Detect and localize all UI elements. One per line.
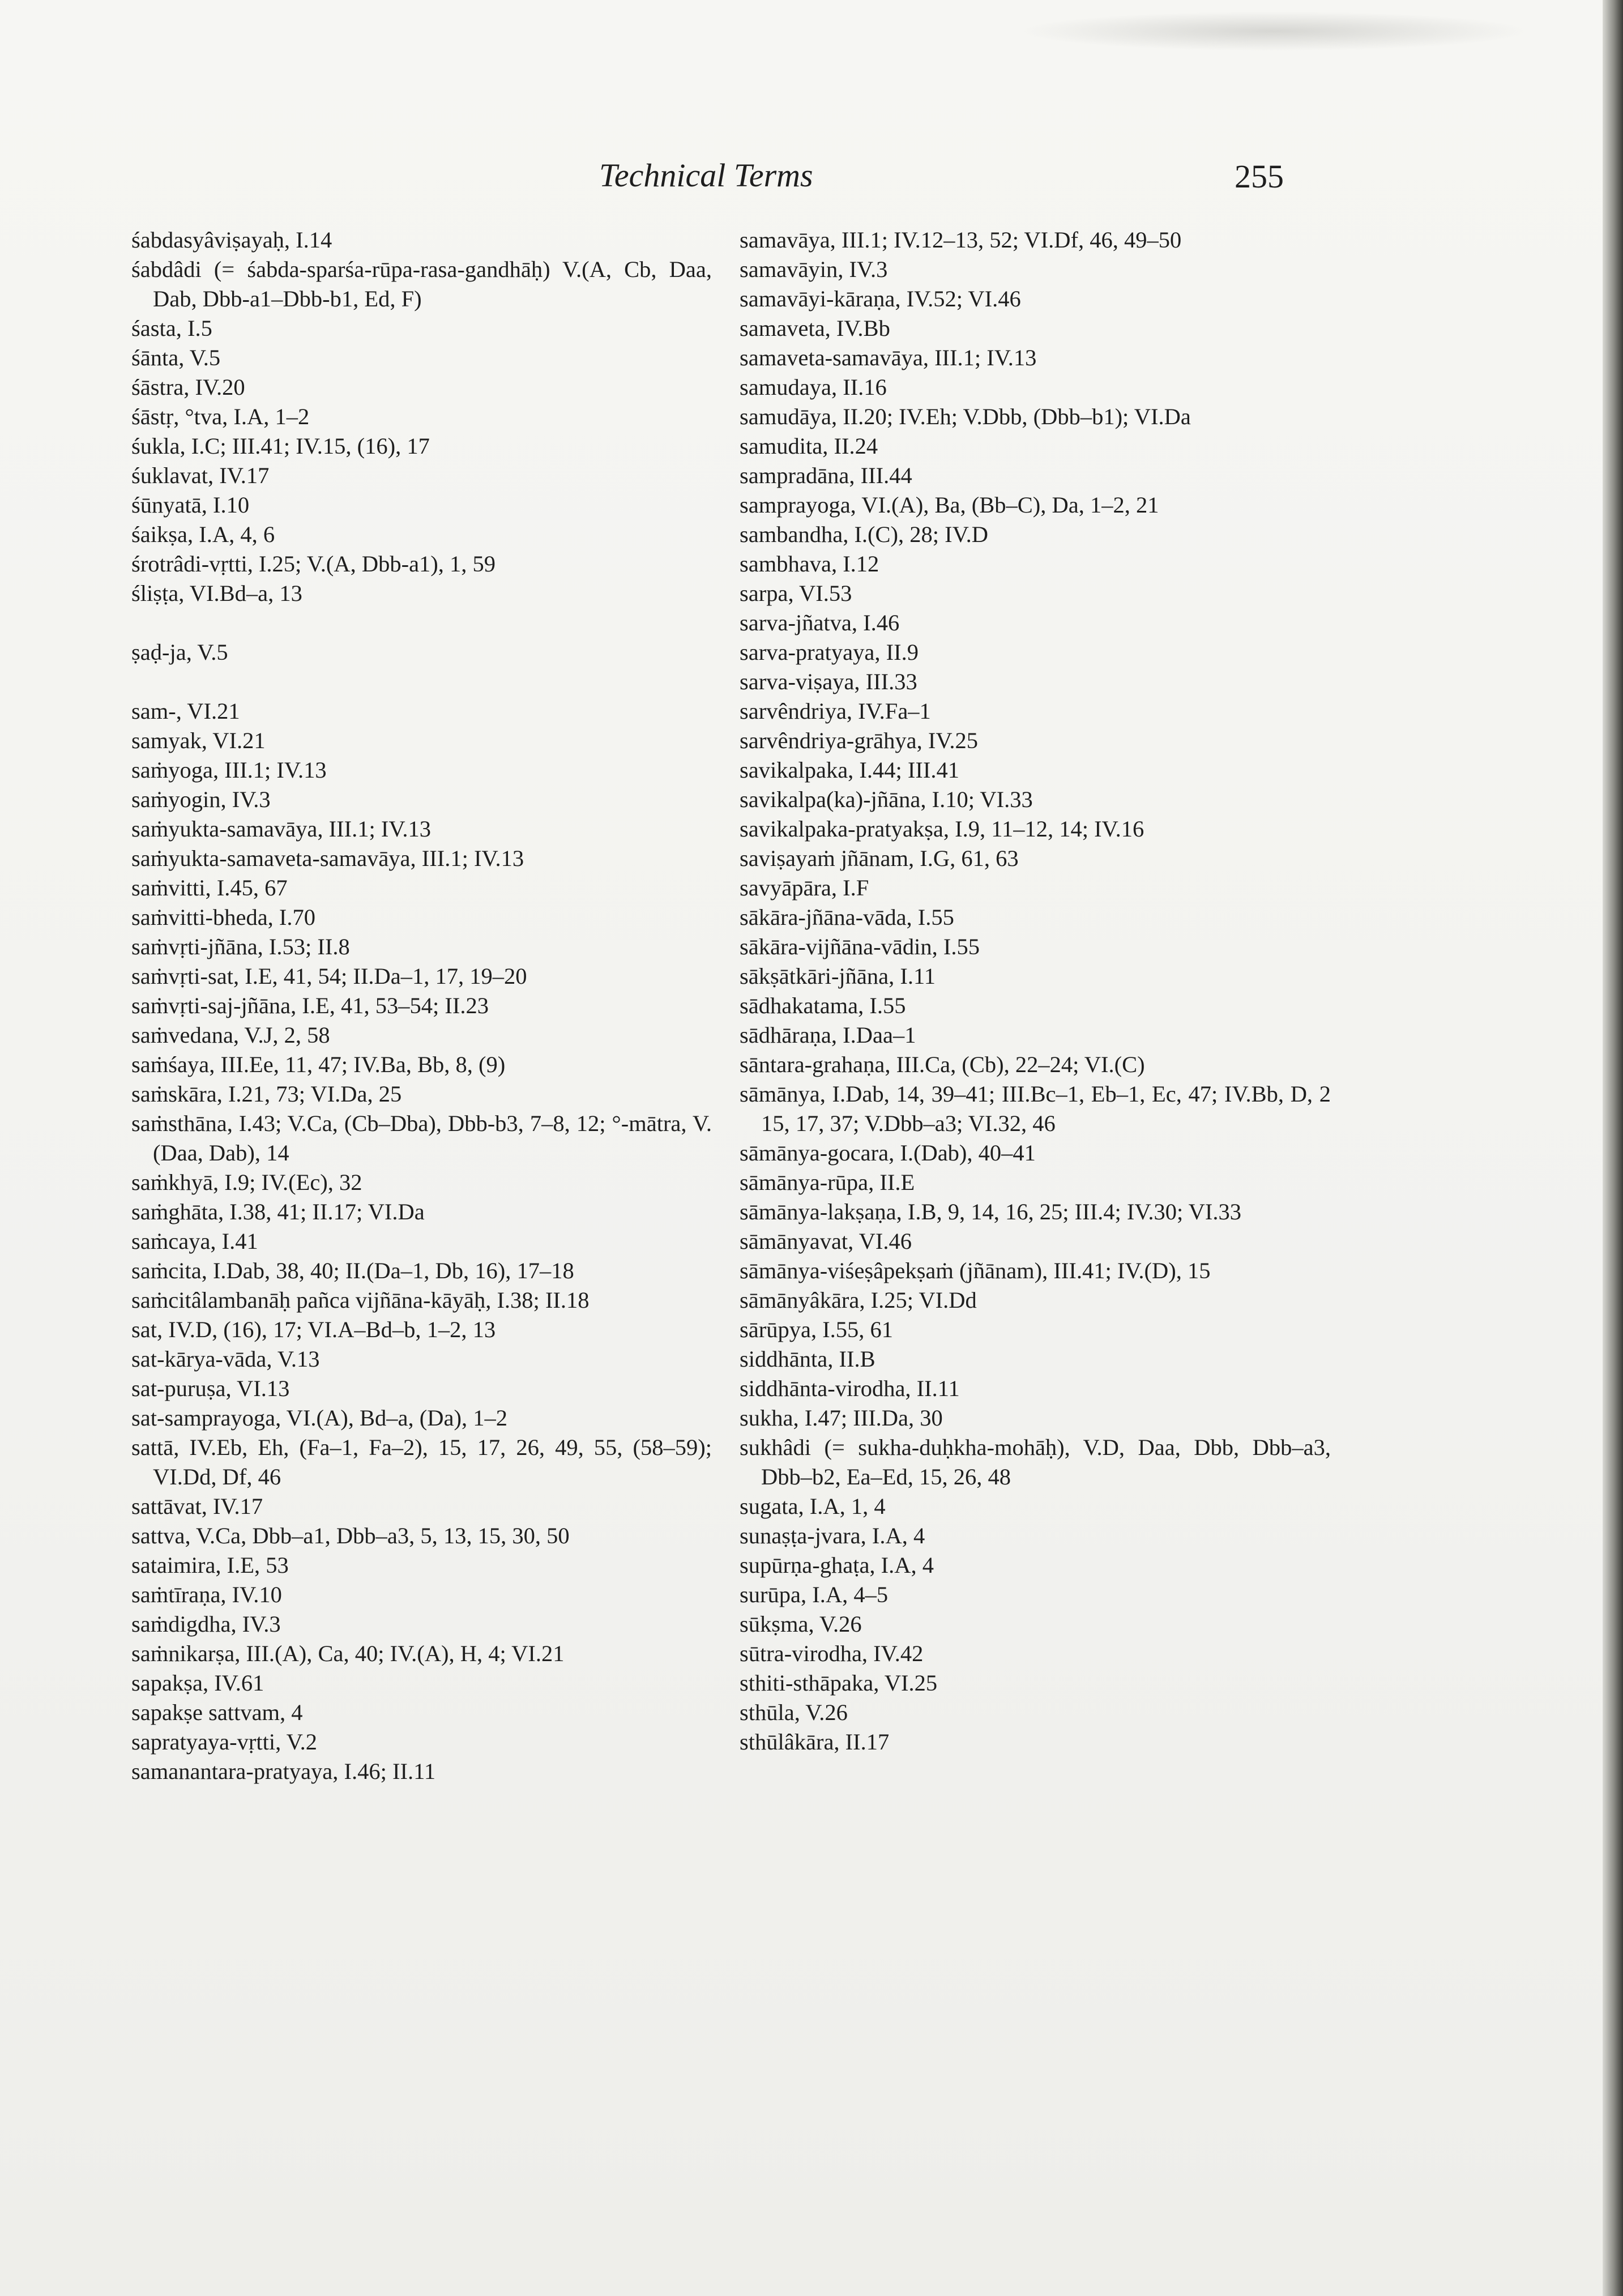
index-entry: sthūla, V.26 [740,1700,848,1725]
index-entry: sūtra-virodha, IV.42 [740,1641,924,1666]
index-entry: saṁcitâlambanāḥ pañca vijñāna-kāyāḥ, I.38; II.18 [131,1287,590,1313]
index-entry: sambandha, I.(C), 28; IV.D [740,522,989,547]
page-header [0,156,1623,202]
index-entry: śūnyatā, I.10 [131,492,250,518]
binding-edge [1603,0,1623,2296]
index-entry: sampradāna, III.44 [740,463,912,488]
index-entry: saṁyukta-samaveta-samavāya, III.1; IV.13 [131,846,524,871]
index-entry: samaveta, IV.Bb [740,315,890,341]
index-entry: saṁcaya, I.41 [131,1228,258,1254]
index-entry: surūpa, I.A, 4–5 [740,1582,889,1607]
index-entry: sākāra-vijñāna-vādin, I.55 [740,934,980,959]
index-entry: sāmānyâkāra, I.25; VI.Dd [740,1287,977,1313]
index-entry: sukha, I.47; III.Da, 30 [740,1405,943,1431]
index-entry: savyāpāra, I.F [740,875,869,901]
index-entry: śasta, I.5 [131,315,212,341]
index-entry: samudāya, II.20; IV.Eh; V.Dbb, (Dbb–b1); VI.Da [740,404,1191,429]
index-column-right [740,225,1331,1757]
index-entry: samaveta-samavāya, III.1; IV.13 [740,345,1037,370]
index-entry: śaikṣa, I.A, 4, 6 [131,522,275,547]
index-entry: sthūlâkāra, II.17 [740,1729,890,1755]
index-entry: saṁyogin, IV.3 [131,787,271,812]
index-entry: saṁsthāna, I.43; V.Ca, (Cb–Dba), Dbb-b3, 7–8, 12; °-mātra, V.(Daa, Dab), 14 [131,1111,712,1166]
index-entry: sapakṣe sattvam, 4 [131,1700,303,1725]
index-entry: saṁskāra, I.21, 73; VI.Da, 25 [131,1081,402,1107]
index-entry: savikalpa(ka)-jñāna, I.10; VI.33 [740,787,1033,812]
index-entry: ṣaḍ-ja, V.5 [131,639,228,665]
index-entry: supūrṇa-ghaṭa, I.A, 4 [740,1552,934,1578]
index-entry: śrotrâdi-vṛtti, I.25; V.(A, Dbb-a1), 1, 59 [131,551,496,577]
index-entry: śānta, V.5 [131,345,221,370]
index-entry: śukla, I.C; III.41; IV.15, (16), 17 [131,433,430,459]
index-entry: savikalpaka, I.44; III.41 [740,757,959,783]
index-entry: sāmānya-lakṣaṇa, I.B, 9, 14, 16, 25; III.4; IV.30; VI.33 [740,1199,1241,1224]
index-entry: sattā, IV.Eb, Eh, (Fa–1, Fa–2), 15, 17, 26, 49, 55, (58–59); VI.Dd, Df, 46 [131,1435,712,1490]
index-entry: sambhava, I.12 [740,551,879,577]
index-entry: sarva-pratyaya, II.9 [740,639,919,665]
blank-line [131,667,712,697]
index-entry: sat-kārya-vāda, V.13 [131,1346,320,1372]
index-entry: śabdâdi (= śabda-sparśa-rūpa-rasa-gandhāḥ) V.(A, Cb, Daa, Dab, Dbb-a1–Dbb-b1, Ed, F) [131,257,712,311]
index-entry: sādhakatama, I.55 [740,993,906,1018]
index-entry: saṁdigdha, IV.3 [131,1611,281,1637]
index-entry: saṁvṛti-jñāna, I.53; II.8 [131,934,350,959]
index-entry: sādhāraṇa, I.Daa–1 [740,1022,916,1048]
index-entry: sarvêndriya, IV.Fa–1 [740,698,931,724]
index-entry: sarva-viṣaya, III.33 [740,669,917,694]
index-entry: samavāyin, IV.3 [740,257,888,282]
index-entry: sat-samprayoga, VI.(A), Bd–a, (Da), 1–2 [131,1405,507,1431]
index-entry: sat-puruṣa, VI.13 [131,1376,290,1401]
index-entry: sāmānyavat, VI.46 [740,1228,912,1254]
index-entry: śliṣṭa, VI.Bd–a, 13 [131,581,302,606]
index-entry: saṁkhyā, I.9; IV.(Ec), 32 [131,1170,362,1195]
index-entry: saṁvṛti-sat, I.E, 41, 54; II.Da–1, 17, 19–20 [131,963,527,989]
index-entry: saṁvitti-bheda, I.70 [131,904,316,930]
index-entry: sākṣātkāri-jñāna, I.11 [740,963,936,989]
index-entry: samanantara-pratyaya, I.46; II.11 [131,1759,436,1784]
index-entry: śāstra, IV.20 [131,374,245,400]
index-entry: sāmānya-gocara, I.(Dab), 40–41 [740,1140,1036,1166]
index-entry: sunaṣṭa-jvara, I.A, 4 [740,1523,925,1548]
index-entry: saṁyoga, III.1; IV.13 [131,757,327,783]
index-column-left [131,225,712,1786]
index-entry: sākāra-jñāna-vāda, I.55 [740,904,954,930]
index-entry: sattva, V.Ca, Dbb–a1, Dbb–a3, 5, 13, 15, 30, 50 [131,1523,570,1548]
index-entry: saviṣayaṁ jñānam, I.G, 61, 63 [740,846,1019,871]
index-entry: sāmānya-rūpa, II.E [740,1170,915,1195]
index-entry: saṁcita, I.Dab, 38, 40; II.(Da–1, Db, 16), 17–18 [131,1258,574,1283]
index-entry: saṁvṛti-saj-jñāna, I.E, 41, 53–54; II.23 [131,993,489,1018]
index-entry: sūkṣma, V.26 [740,1611,862,1637]
index-entry: saṁyukta-samavāya, III.1; IV.13 [131,816,431,842]
index-entry: śāstṛ, °tva, I.A, 1–2 [131,404,310,429]
index-entry: sat, IV.D, (16), 17; VI.A–Bd–b, 1–2, 13 [131,1317,496,1342]
index-entry: sarva-jñatva, I.46 [740,610,900,635]
index-entry: sataimira, I.E, 53 [131,1552,289,1578]
index-entry: siddhānta, II.B [740,1346,875,1372]
index-entry: sapratyaya-vṛtti, V.2 [131,1729,318,1755]
index-entry: saṁtīraṇa, IV.10 [131,1582,282,1607]
index-entry: śabdasyâviṣayaḥ, I.14 [131,227,332,253]
index-entry: sthiti-sthāpaka, VI.25 [740,1670,938,1696]
index-entry: samyak, VI.21 [131,728,266,753]
blank-line [131,608,712,638]
page-number: 255 [1235,158,1284,195]
index-entry: sukhâdi (= sukha-duḥkha-mohāḥ), V.D, Daa, Dbb, Dbb–a3, Dbb–b2, Ea–Ed, 15, 26, 48 [740,1435,1331,1490]
index-entry: sapakṣa, IV.61 [131,1670,264,1696]
index-entry: sugata, I.A, 1, 4 [740,1493,886,1519]
index-entry: samavāya, III.1; IV.12–13, 52; VI.Df, 46, 49–50 [740,227,1182,253]
index-entry: sarvêndriya-grāhya, IV.25 [740,728,978,753]
index-entry: samprayoga, VI.(A), Ba, (Bb–C), Da, 1–2, 21 [740,492,1159,518]
index-entry: saṁnikarṣa, III.(A), Ca, 40; IV.(A), H, 4; VI.21 [131,1641,565,1666]
index-entry: sārūpya, I.55, 61 [740,1317,894,1342]
running-head: Technical Terms [599,157,813,194]
index-entry: sattāvat, IV.17 [131,1493,263,1519]
index-entry: samudita, II.24 [740,433,878,459]
scan-smudge [1019,11,1529,51]
index-entry: saṁghāta, I.38, 41; II.17; VI.Da [131,1199,425,1224]
index-entry: samudaya, II.16 [740,374,887,400]
index-entry: samavāyi-kāraṇa, IV.52; VI.46 [740,286,1021,311]
index-entry: saṁvitti, I.45, 67 [131,875,288,901]
index-entry: sāmānya-viśeṣâpekṣaṁ (jñānam), III.41; IV.(D), 15 [740,1258,1211,1283]
index-entry: sāntara-grahaṇa, III.Ca, (Cb), 22–24; VI.(C) [740,1052,1145,1077]
index-entry: saṁśaya, III.Ee, 11, 47; IV.Ba, Bb, 8, (9) [131,1052,506,1077]
index-entry: sarpa, VI.53 [740,581,852,606]
index-entry: sāmānya, I.Dab, 14, 39–41; III.Bc–1, Eb–1, Ec, 47; IV.Bb, D, 2 15, 17, 37; V.Dbb–a3; VI.32, 46 [740,1081,1331,1136]
index-entry: sam-, VI.21 [131,698,240,724]
index-entry: savikalpaka-pratyakṣa, I.9, 11–12, 14; IV.16 [740,816,1144,842]
index-entry: śuklavat, IV.17 [131,463,270,488]
index-entry: saṁvedana, V.J, 2, 58 [131,1022,330,1048]
index-entry: siddhānta-virodha, II.11 [740,1376,960,1401]
